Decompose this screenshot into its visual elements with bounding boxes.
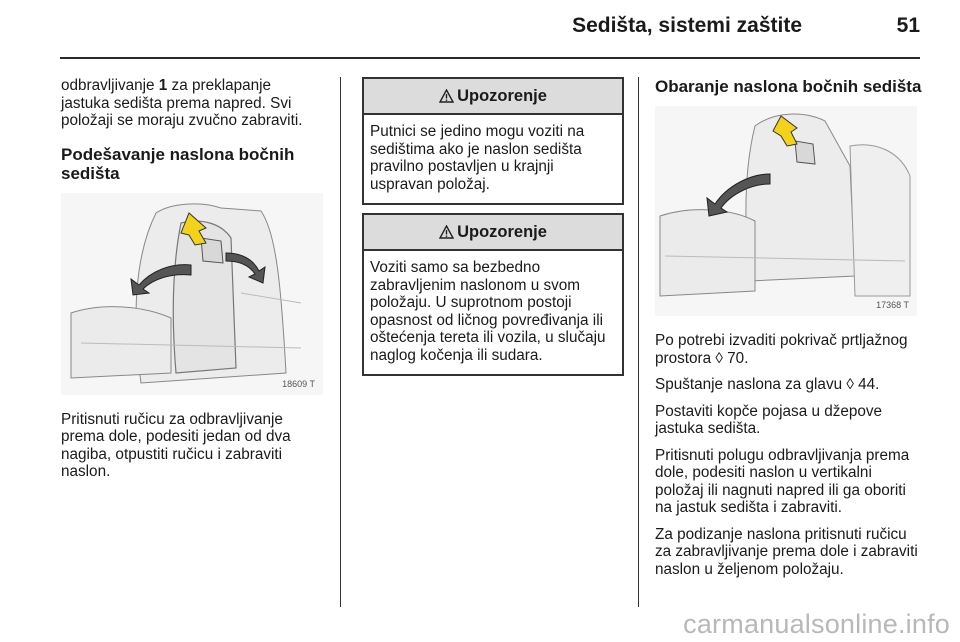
section-heading: Podešavanje naslona bočnih sedišta <box>61 144 295 183</box>
figure-code: 17368 T <box>876 300 909 310</box>
warning-triangle-icon <box>439 89 454 103</box>
column-divider <box>340 77 341 607</box>
warning-title: Upozorenje <box>457 86 547 105</box>
page-number: 51 <box>896 14 920 37</box>
seat-backrest-fold-illustration <box>655 106 917 316</box>
column-middle <box>362 77 624 384</box>
warning-header <box>364 79 622 115</box>
seat-backrest-adjust-illustration <box>61 193 323 395</box>
paragraph: odbravljivanje 1 za preklapanje jastuka sedišta prema napred. Svi položaji se moraju zvučno zabraviti. <box>61 77 303 129</box>
warning-triangle-icon <box>439 225 454 239</box>
section-title: Sedišta, sistemi zaštite <box>572 14 802 37</box>
section-heading: Obaranje naslona bočnih sedišta <box>655 77 922 96</box>
paragraph: Spuštanje naslona za glavu ◊ 44. <box>655 376 880 393</box>
column-divider <box>638 77 639 607</box>
header-divider <box>60 57 920 59</box>
paragraph: Za podizanje naslona pritisnuti ručicu za zabravljivanje prema dole i zabraviti naslon u željenom položaju. <box>655 525 918 578</box>
warning-box <box>362 213 624 376</box>
watermark: carmanualsonline.info <box>683 609 950 639</box>
paragraph: Pritisnuti ručicu za odbravljivanje prema dole, podesiti jedan od dva nagiba, otpustiti ručicu i zabraviti naslon. <box>61 410 291 480</box>
figure-code: 18609 T <box>282 378 315 389</box>
warning-text: Voziti samo sa bezbedno zabravljenim naslonom u svom položaju. U suprotnom postoji opasnost od ličnog povređivanja ili oštećenja tereta ili vozila, u slučaju naglog kočenja ili sudara. <box>370 259 606 364</box>
warning-text: Putnici se jedino mogu voziti na sedištima ako je naslon sedišta pravilno postavljen u krajnji uspravan položaj. <box>370 123 585 193</box>
column-right <box>655 77 923 587</box>
paragraph: Po potrebi izvaditi pokrivač prtljažnog prostora ◊ 70. <box>655 332 908 367</box>
paragraph: Postaviti kopče pojasa u džepove jastuka sedišta. <box>655 402 883 437</box>
warning-title: Upozorenje <box>457 222 547 241</box>
warning-header <box>364 215 622 251</box>
warning-box <box>362 77 624 205</box>
paragraph: Pritisnuti polugu odbravljivanja prema dole, podesiti naslon u vertikalni položaj ili nagnuti napred ili ga oboriti na jastuk sedišta i zabraviti. <box>655 446 910 516</box>
column-left <box>61 77 323 490</box>
